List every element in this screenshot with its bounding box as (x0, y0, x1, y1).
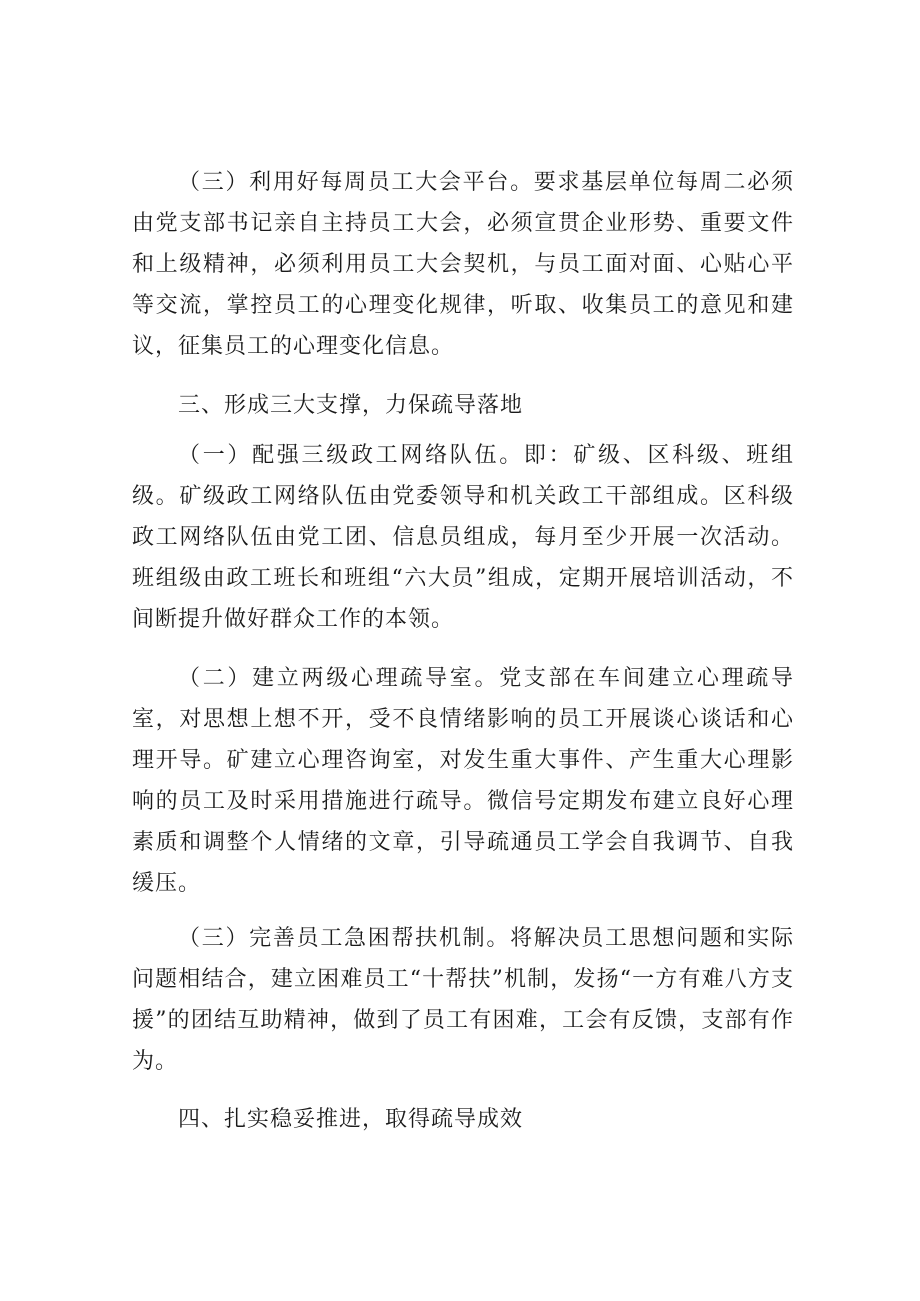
paragraph-counseling-room: （二）建立两级心理疏导室。党支部在车间建立心理疏导室，对思想上想不开，受不良情绪影响的员工开展谈心谈话和心理开导。矿建立心理咨询室，对发生重大事件、产生重大心理影响的员工及时采用措施进行疏导。微信号定期发布建立良好心理素质和调整个人情绪的文章，引导疏通员工学会自我调节、自我缓压。 (132, 666, 794, 896)
paragraph-assistance-mechanism: （三）完善员工急困帮扶机制。将解决员工思想问题和实际问题相结合，建立困难员工“十帮扶”机制，发扬“一方有难八方支援”的团结互助精神，做到了员工有困难，工会有反馈，支部有作为。 (132, 926, 794, 1074)
section-heading-four: 四、扎实稳妥推进，取得疏导成效 (178, 1107, 524, 1132)
paragraph-network-team: （一）配强三级政工网络队伍。即：矿级、区科级、班组级。矿级政工网络队伍由党委领导和机关政工干部组成。区科级政工网络队伍由党工团、信息员组成，每月至少开展一次活动。班组级由政工班长和班组“六大员”组成，定期开展培训活动，不间断提升做好群众工作的本领。 (132, 443, 794, 632)
section-heading-three: 三、形成三大支撑，力保疏导落地 (178, 393, 524, 418)
paragraph-weekly-staff-meeting: （三）利用好每周员工大会平台。要求基层单位每周二必须由党支部书记亲自主持员工大会，必须宣贯企业形势、重要文件和上级精神，必须利用员工大会契机，与员工面对面、心贴心平等交流，掌控员工的心理变化规律，听取、收集员工的意见和建议，征集员工的心理变化信息。 (132, 170, 794, 359)
